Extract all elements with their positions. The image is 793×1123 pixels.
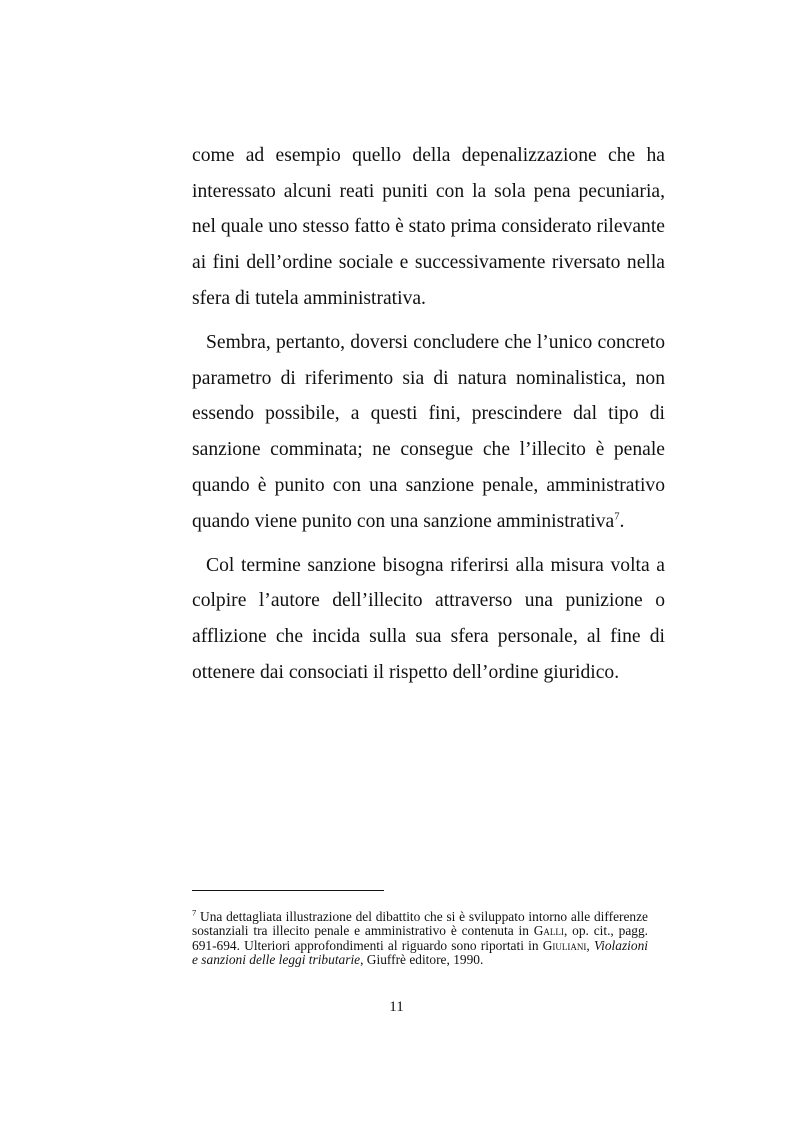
footnote-reference[interactable]: 7: [614, 511, 620, 522]
footnote-author: Galli: [533, 923, 564, 939]
footnote: [192, 907, 648, 967]
footnote-text: Una dettagliata illustrazione del dibattito che si è sviluppato intorno alle differenze sostanziali tra illecito penale e amministrativo è contenuta in: [192, 909, 648, 939]
footnote-text: , op. cit., pagg. 691-694. Ulteriori approfondimenti al riguardo sono riportati in: [192, 923, 648, 953]
paragraph: come ad esempio quello della depenalizzazione che ha interessato alcuni reati puniti con la sola pena pecuniaria, nel quale uno stesso fatto è stato prima considerato rilevante ai fini dell’ordine sociale e successivamente riversato nella sfera di tutela amministrativa.: [192, 145, 665, 309]
footnote-text: , Giuffrè editore, 1990.: [360, 951, 484, 967]
footnote-text: ,: [586, 937, 594, 953]
footnote-separator: [192, 890, 384, 891]
paragraph: Col termine sanzione bisogna riferirsi alla misura volta a colpire l’autore dell’illecito attraverso una punizione o afflizione che incida sulla sua sfera personale, al fine di ottenere dai consociati il rispetto dell’ordine giuridico.: [192, 554, 665, 683]
footnote-book-title: Violazioni e sanzioni delle leggi tributarie: [192, 937, 648, 967]
paragraph-punctuation: .: [619, 510, 625, 532]
paragraph: [192, 325, 665, 539]
footnote-number: 7: [192, 907, 197, 918]
page-number: 11: [389, 999, 404, 1015]
footnote-author: Giuliani: [542, 937, 587, 953]
paragraph-text: Sembra, pertanto, doversi concludere che l’unico concreto parametro di riferimento sia di natura nominalistica, non essendo possibile, a questi fini, prescindere dal tipo di sanzione comminata; ne consegue che l’illecito è penale quando è punito con una sanzione penale, amministrativo quando viene punito con una sanzione amministrativa: [192, 332, 665, 532]
main-text: [192, 138, 665, 691]
